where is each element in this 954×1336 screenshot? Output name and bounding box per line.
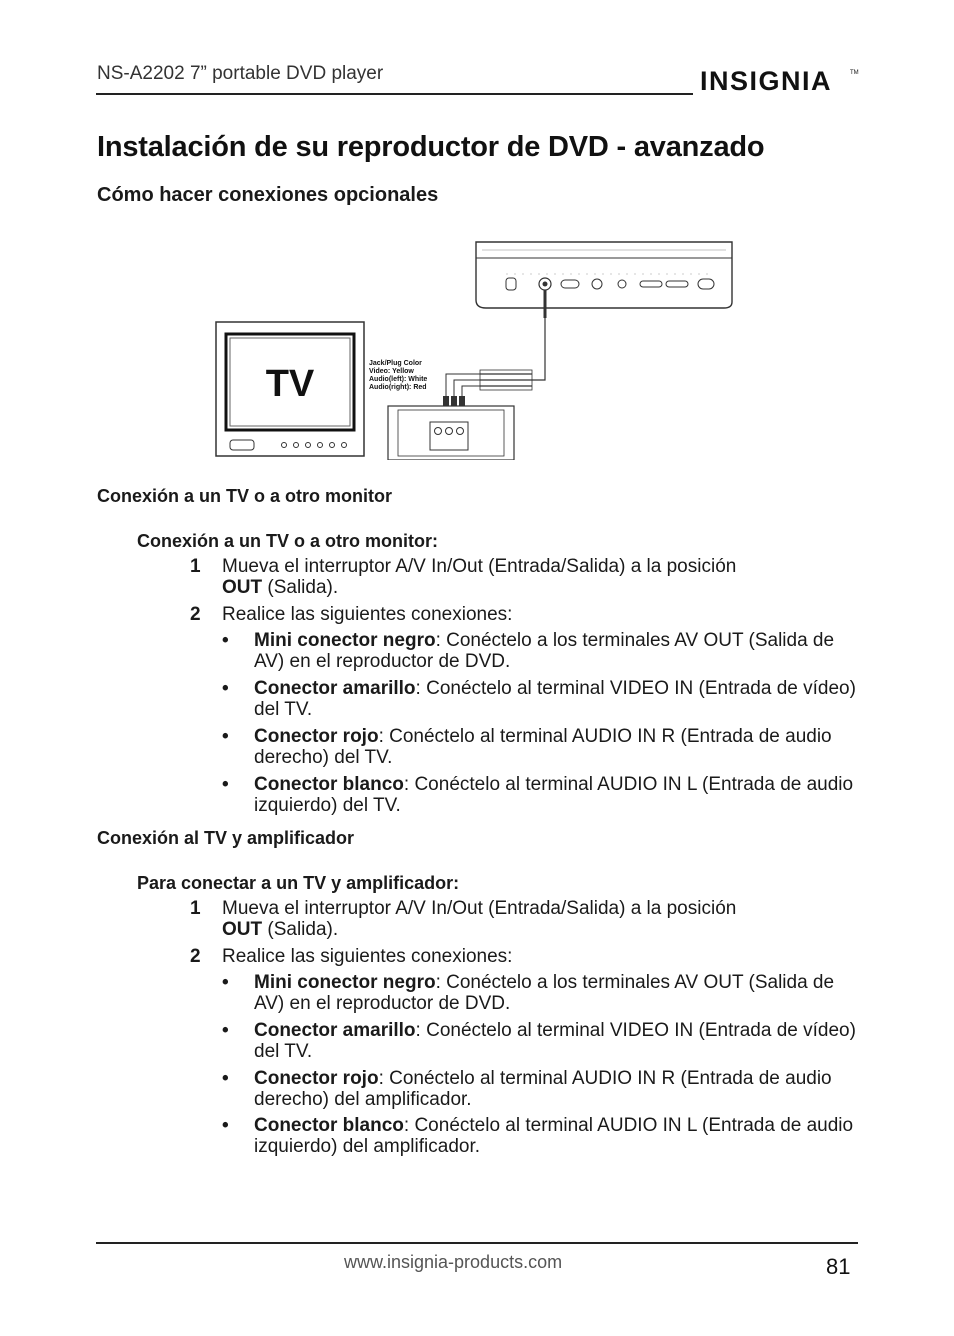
bullet-text: : Conéctelo al terminal AUDIO IN L (Entrada de audio izquierdo) del TV.	[254, 774, 854, 816]
header-product: NS-A2202 7” portable DVD player	[97, 63, 384, 84]
legend-line-3: Audio(left): White	[369, 376, 428, 383]
footer-url: www.insignia-products.com	[344, 1252, 563, 1272]
step-text: Mueva el interruptor A/V In/Out (Entrada/Salida) a la posición	[222, 556, 737, 577]
tv-illustration	[216, 322, 364, 456]
legend-line-2: Video: Yellow	[369, 368, 414, 375]
tv-label: TV	[265, 363, 315, 405]
bullet-bold: Conector blanco	[254, 774, 404, 795]
connection-diagram	[214, 238, 734, 460]
bullet-text: : Conéctelo a los terminales AV OUT (Salida de AV) en el reproductor de DVD.	[254, 972, 835, 1014]
bullet-bold: Mini conector negro	[254, 972, 436, 993]
insignia-logo	[700, 60, 860, 100]
header-rule	[96, 93, 693, 95]
bullet-bold: Conector amarillo	[254, 678, 416, 699]
step-number: 1	[190, 898, 201, 919]
step-tail: (Salida).	[262, 919, 339, 940]
bullet-bold: Conector blanco	[254, 1115, 404, 1136]
bullet-text: : Conéctelo al terminal AUDIO IN R (Entrada de audio derecho) del TV.	[254, 726, 832, 768]
bullet-bold: Mini conector negro	[254, 630, 436, 651]
procedure-heading-tv-monitor: Conexión a un TV o a otro monitor:	[137, 531, 438, 551]
section-heading-tv-monitor: Conexión a un TV o a otro monitor	[97, 486, 392, 506]
jack-legend	[369, 360, 427, 391]
page-subtitle: Cómo hacer conexiones opcionales	[97, 184, 439, 206]
bullet-text: : Conéctelo al terminal AUDIO IN R (Entrada de audio derecho) del amplificador.	[254, 1068, 832, 1110]
step-tail: (Salida).	[262, 577, 339, 598]
bullet-text: : Conéctelo al terminal VIDEO IN (Entrada de vídeo) del TV.	[254, 678, 856, 720]
step-number: 2	[190, 946, 201, 967]
step-number: 2	[190, 604, 201, 625]
page-number: 81	[826, 1254, 851, 1279]
bullet-text: : Conéctelo al terminal AUDIO IN L (Entrada de audio izquierdo) del amplificador.	[254, 1115, 854, 1157]
bullet-bold: Conector rojo	[254, 1068, 379, 1089]
bullet-bold: Conector amarillo	[254, 1020, 416, 1041]
section-heading-tv-amplifier: Conexión al TV y amplificador	[97, 828, 355, 848]
dvd-player-illustration	[476, 242, 732, 308]
step-bold: OUT	[222, 919, 263, 940]
legend-line-4: Audio(right): Red	[369, 384, 427, 391]
step-bold: OUT	[222, 577, 263, 598]
legend-line-1: Jack/Plug Color	[369, 360, 422, 367]
logo-text: INSIGNIA	[700, 66, 833, 96]
page-title: Instalación de su reproductor de DVD - avanzado	[97, 131, 765, 163]
step-text: Realice las siguientes conexiones:	[222, 604, 513, 625]
step-text: Mueva el interruptor A/V In/Out (Entrada/Salida) a la posición	[222, 898, 737, 919]
step-text: Realice las siguientes conexiones:	[222, 946, 513, 967]
bullet-text: : Conéctelo a los terminales AV OUT (Salida de AV) en el reproductor de DVD.	[254, 630, 835, 672]
footer-rule	[96, 1242, 858, 1244]
procedure-heading-tv-amplifier: Para conectar a un TV y amplificador:	[137, 873, 460, 893]
step-number: 1	[190, 556, 201, 577]
svg-text:TM: TM	[850, 70, 859, 76]
tv-rear-panel	[388, 406, 514, 460]
bullet-bold: Conector rojo	[254, 726, 379, 747]
bullet-text: : Conéctelo al terminal VIDEO IN (Entrada de vídeo) del TV.	[254, 1020, 856, 1062]
